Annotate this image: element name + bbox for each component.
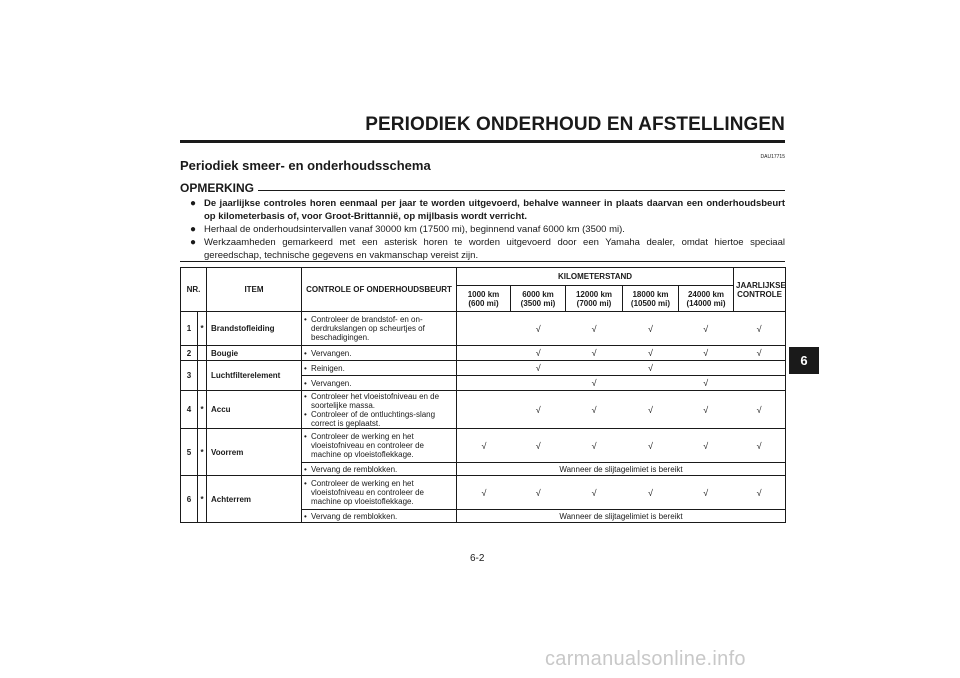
- check-mark: √: [756, 348, 762, 358]
- item-name: Bougie: [207, 346, 302, 361]
- bullet-icon: ●: [190, 237, 197, 248]
- check-mark: √: [591, 378, 597, 388]
- section-heading: Periodiek smeer- en onderhoudsschema: [180, 158, 431, 173]
- dealer-asterisk: *: [198, 391, 207, 429]
- control-action-line: • Controleer de werking en het vloeistofniveau en controleer de machine op vloeistoflekkage.: [304, 432, 454, 459]
- control-action-line: • Controleer of de ontluchtings-slang correct is geplaatst.: [304, 410, 454, 428]
- check-mark: [678, 363, 733, 373]
- item-name: Voorrem: [207, 429, 302, 476]
- check-mark: [457, 324, 511, 334]
- header-interval: 12000 km (7000 mi): [566, 286, 623, 312]
- interval-note: Wanneer de slijtagelimiet is bereikt: [457, 463, 786, 476]
- bullet-icon: ●: [190, 198, 197, 209]
- check-mark: √: [481, 440, 487, 451]
- check-mark: √: [703, 487, 709, 498]
- check-mark: √: [703, 404, 709, 415]
- table-row: [181, 429, 786, 463]
- table-row: [181, 391, 786, 429]
- check-mark: √: [756, 323, 762, 334]
- row-number: 3: [181, 361, 198, 391]
- check-mark: √: [591, 440, 597, 451]
- check-mark: √: [481, 487, 487, 498]
- check-mark: √: [535, 404, 541, 415]
- control-action-line: • Reinigen.: [304, 364, 454, 373]
- control-action: [302, 391, 457, 429]
- item-name: Achterrem: [207, 476, 302, 523]
- check-mark: √: [535, 487, 541, 498]
- header-km: KILOMETERSTAND: [457, 268, 734, 286]
- check-mark: [457, 378, 511, 388]
- row-number: 2: [181, 346, 198, 361]
- control-action-line: • Vervangen.: [304, 349, 454, 358]
- row-number: 5: [181, 429, 198, 476]
- check-mark: √: [647, 440, 653, 451]
- control-action-line: • Vervang de remblokken.: [304, 465, 454, 474]
- check-mark: √: [647, 487, 653, 498]
- row-number: 4: [181, 391, 198, 429]
- bullet-icon: ●: [190, 224, 197, 235]
- control-action-line: • Vervangen.: [304, 379, 454, 388]
- check-mark: √: [535, 348, 541, 358]
- dealer-asterisk: *: [198, 476, 207, 523]
- control-action-line: • Vervang de remblokken.: [304, 512, 454, 521]
- check-mark: [457, 348, 511, 358]
- item-name: Accu: [207, 391, 302, 429]
- check-mark: √: [703, 348, 709, 358]
- control-action: [302, 312, 457, 346]
- check-mark: √: [756, 487, 762, 498]
- check-mark: √: [535, 440, 541, 451]
- control-action: [302, 510, 457, 523]
- table-row: [181, 346, 786, 361]
- header-interval: 6000 km (3500 mi): [511, 286, 566, 312]
- check-mark: √: [647, 323, 653, 334]
- check-mark: [623, 378, 679, 388]
- note-bullet: [190, 197, 785, 223]
- title-rule: [180, 140, 785, 143]
- note-bullet-text: Herhaal de onderhoudsintervallen vanaf 30000 km (17500 mi), beginnend vanaf 6000 km (3500 mi).: [204, 224, 625, 235]
- check-group: [457, 312, 786, 346]
- check-mark: √: [647, 348, 653, 358]
- control-action-line: • Controleer het vloeistofniveau en de soortelijke massa.: [304, 392, 454, 410]
- check-mark: √: [647, 363, 653, 373]
- check-group: [457, 376, 786, 391]
- maintenance-schedule-table: [180, 267, 786, 523]
- check-mark: [733, 363, 785, 373]
- check-mark: √: [535, 363, 541, 373]
- check-mark: √: [703, 323, 709, 334]
- control-action-line: • Controleer de werking en het vloeistofniveau en controleer de machine op vloeistoflekkage.: [304, 479, 454, 506]
- header-annual: JAARLIJKSE CONTROLE: [734, 268, 786, 312]
- check-mark: √: [756, 440, 762, 451]
- check-group: [457, 361, 786, 376]
- schedule-body: [181, 312, 786, 523]
- table-row: [181, 476, 786, 510]
- check-mark: √: [535, 323, 541, 334]
- control-action: [302, 463, 457, 476]
- dealer-asterisk: *: [198, 429, 207, 476]
- note-bullet-text: De jaarlijkse controles horen eenmaal per jaar te worden uitgevoerd, behalve wanneer in plaats daarvan een onderhoudsbeurt op kilometerbasis of, voor Groot-Brittannië, op mijlbasis wordt verricht.: [204, 198, 785, 222]
- interval-note: Wanneer de slijtagelimiet is bereikt: [457, 510, 786, 523]
- note-label: OPMERKING: [180, 181, 258, 195]
- header-item: ITEM: [207, 268, 302, 312]
- dealer-asterisk: [198, 361, 207, 391]
- check-group: [457, 476, 786, 510]
- document-code: DAU17715: [760, 154, 785, 160]
- check-mark: √: [703, 440, 709, 451]
- table-row: [181, 312, 786, 346]
- control-action: [302, 476, 457, 510]
- row-number: 6: [181, 476, 198, 523]
- control-action-line: • Controleer de brandstof- en on-derdrukslangen op scheurtjes of beschadigingen.: [304, 315, 454, 342]
- item-name: Brandstofleiding: [207, 312, 302, 346]
- note-header: [180, 181, 785, 195]
- check-mark: [566, 363, 623, 373]
- header-control: CONTROLE OF ONDERHOUDSBEURT: [302, 268, 457, 312]
- control-action: [302, 361, 457, 376]
- check-mark: √: [647, 404, 653, 415]
- note-bullet: [190, 236, 785, 262]
- item-name: Luchtfilterelement: [207, 361, 302, 391]
- header-nr: NR.: [181, 268, 207, 312]
- check-mark: √: [703, 378, 709, 388]
- dealer-asterisk: [198, 346, 207, 361]
- check-mark: [511, 378, 566, 388]
- note-rule: [180, 190, 785, 191]
- table-row: [181, 361, 786, 376]
- check-mark: [733, 378, 785, 388]
- control-action: [302, 376, 457, 391]
- check-mark: √: [591, 487, 597, 498]
- check-mark: √: [756, 404, 762, 415]
- page-title: PERIODIEK ONDERHOUD EN AFSTELLINGEN: [365, 114, 785, 135]
- note-end-rule: [180, 261, 785, 262]
- check-mark: √: [591, 404, 597, 415]
- page-number: 6-2: [470, 553, 485, 564]
- header-interval: 18000 km (10500 mi): [623, 286, 679, 312]
- note-bullet: [190, 223, 785, 236]
- section-tab: 6: [789, 347, 819, 374]
- check-mark: [457, 363, 511, 373]
- check-mark: √: [591, 348, 597, 358]
- header-interval: 1000 km (600 mi): [457, 286, 511, 312]
- note-bullet-text: Werkzaamheden gemarkeerd met een asterisk horen te worden uitgevoerd door een Yamaha dealer, omdat hiertoe speciaal gereedschap, technische gegevens en vakmanschap vereist zijn.: [204, 237, 785, 261]
- watermark: carmanualsonline.info: [545, 648, 746, 670]
- check-group: [457, 429, 786, 463]
- check-mark: [457, 405, 511, 415]
- dealer-asterisk: *: [198, 312, 207, 346]
- control-action: [302, 346, 457, 361]
- header-interval: 24000 km (14000 mi): [679, 286, 734, 312]
- control-action: [302, 429, 457, 463]
- row-number: 1: [181, 312, 198, 346]
- check-group: [457, 391, 786, 429]
- check-group: [457, 346, 786, 361]
- check-mark: √: [591, 323, 597, 334]
